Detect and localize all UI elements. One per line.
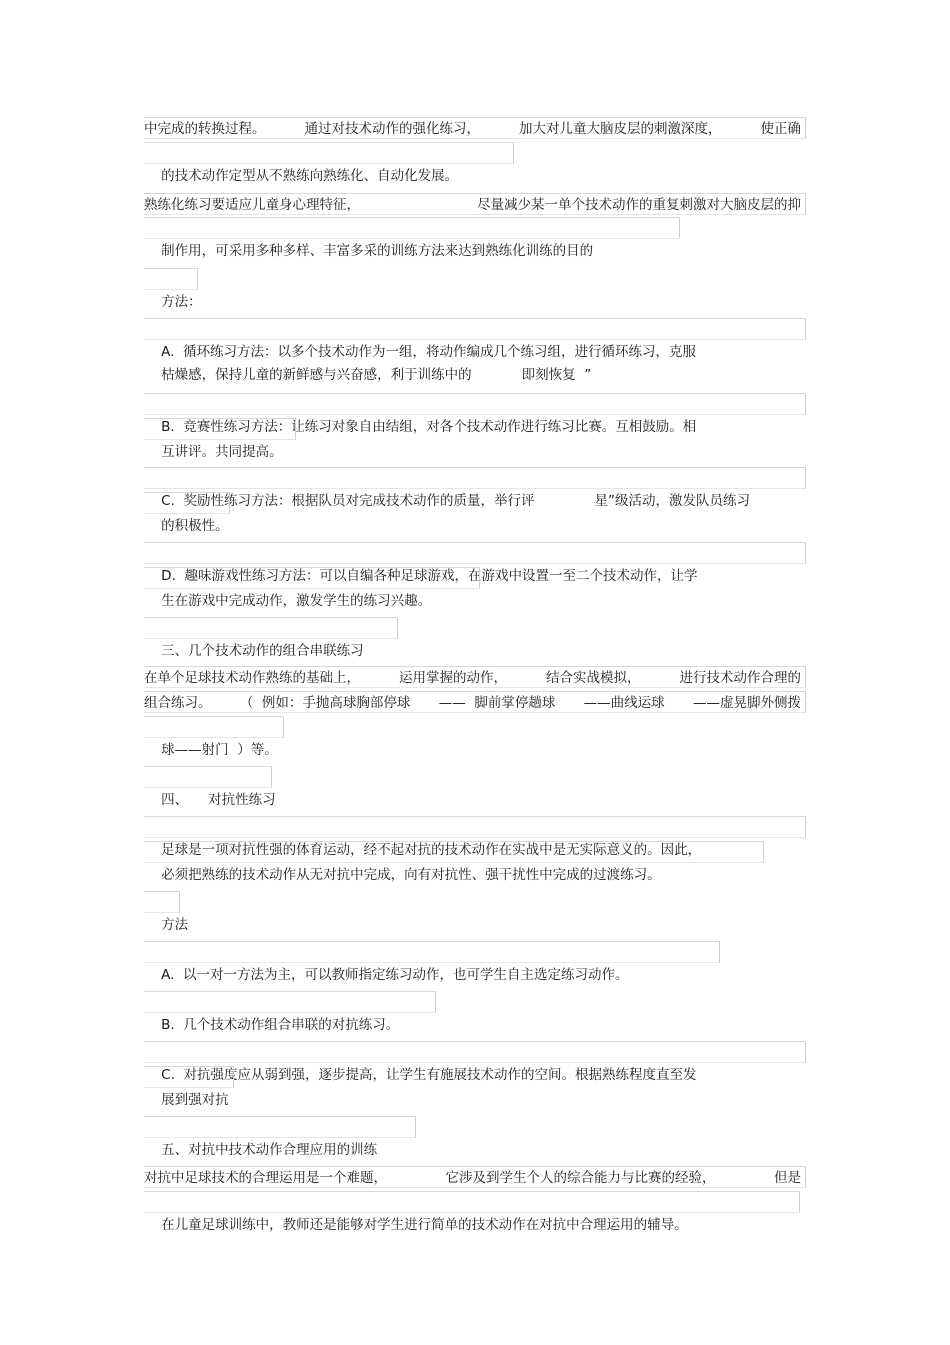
text-segment: 但是	[774, 1170, 801, 1186]
text-segment: 使正确	[760, 121, 801, 137]
text-segment: ——曲线运球	[583, 695, 665, 711]
text-line	[144, 318, 806, 360]
text-segment: —— 脚前掌停趟球	[438, 695, 556, 711]
text-line	[144, 691, 806, 713]
text-segment: （ 例如：手抛高球胸部停球	[239, 695, 411, 711]
text-line	[144, 841, 764, 883]
text-segment: 通过对技术动作的强化练习，	[304, 121, 480, 137]
text-segment: 在儿童足球训练中，教师还是能够对学生进行简单的技术动作在对抗中合理运用的辅导。	[161, 1217, 688, 1233]
text-segment: 方法	[161, 917, 189, 933]
text-segment: D. 趣味游戏性练习方法：可以自编各种足球游戏，在游戏中设置一至二个技术动作，让学	[161, 568, 698, 584]
text-line	[144, 941, 720, 983]
text-segment: C. 奖励性练习方法：根据队员对完成技术动作的质量，举行评	[161, 493, 535, 509]
text-line	[144, 418, 296, 460]
text-segment: 对抗性练习	[208, 792, 276, 808]
text-segment: 展到强对抗	[161, 1092, 229, 1108]
text-segment: 方法：	[161, 294, 202, 310]
text-segment: C. 对抗强度应从弱到强，逐步提高，让学生有施展技术动作的空间。根据熟练程度直至发	[161, 1067, 697, 1083]
text-segment: 球——射门 ）等。	[161, 742, 278, 758]
text-line	[144, 117, 806, 139]
section-heading	[144, 1116, 416, 1158]
text-segment: A. 循环练习方法：以多个技术动作为一组，将动作编成几个练习组，进行循环练习，克服	[161, 344, 697, 360]
text-segment: 枯燥感，保持儿童的新鲜感与兴奋感，利于训练中的	[161, 367, 472, 383]
text-line	[144, 991, 436, 1033]
text-segment: 足球是一项对抗性强的体育运动，经不起对抗的技术动作在实战中是无实际意义的。因此，	[161, 842, 702, 858]
text-segment: 中完成的转换过程。	[144, 121, 266, 137]
text-segment: 进行技术动作合理的	[679, 670, 801, 686]
text-segment: B. 竞赛性练习方法：让练习对象自由结组，对各个技术动作进行练习比赛。互相鼓励。相	[161, 419, 697, 435]
text-line	[144, 1041, 806, 1083]
text-segment: 运用掌握的动作，	[399, 670, 507, 686]
text-segment: 的积极性。	[161, 518, 229, 534]
text-line	[144, 467, 806, 509]
text-segment: 结合实战模拟，	[546, 670, 641, 686]
text-line	[144, 816, 806, 858]
text-line	[144, 666, 806, 688]
text-segment: 五、对抗中技术动作合理应用的训练	[161, 1142, 378, 1158]
text-line	[144, 393, 806, 435]
text-segment: 尽量减少某一单个技术动作的重复刺激对大脑皮层的抑	[477, 197, 801, 213]
text-segment: 对抗中足球技术的合理运用是一个难题，	[144, 1170, 387, 1186]
section-heading	[144, 617, 398, 659]
text-segment: 三、几个技术动作的组合串联练习	[161, 643, 364, 659]
text-line	[144, 142, 514, 184]
text-segment: 四、	[161, 792, 189, 808]
text-segment: 它涉及到学生个人的综合能力与比赛的经验，	[445, 1170, 716, 1186]
section-heading	[144, 766, 276, 808]
section-label	[144, 268, 202, 310]
text-line	[144, 193, 806, 215]
text-segment: 即刻恢复 ”	[521, 367, 592, 383]
text-segment: B. 几个技术动作组合串联的对抗练习。	[161, 1017, 400, 1033]
section-label	[144, 891, 189, 933]
text-segment: 熟练化练习要适应儿童身心理特征，	[144, 197, 360, 213]
text-line	[144, 542, 806, 584]
text-segment: 组合练习。	[144, 695, 212, 711]
text-segment: 加大对儿童大脑皮层的刺激深度，	[519, 121, 722, 137]
text-line	[144, 567, 480, 609]
text-segment: 的技术动作定型从不熟练向熟练化、自动化发展。	[161, 168, 459, 184]
text-segment: 互讲评。共同提高。	[161, 444, 283, 460]
text-line	[144, 492, 230, 534]
text-line	[144, 1166, 806, 1188]
text-line	[144, 342, 612, 383]
text-segment: 星”级活动，激发队员练习	[594, 493, 750, 509]
text-line	[144, 716, 284, 758]
text-line	[144, 1066, 234, 1108]
text-segment: 制作用，可采用多种多样、丰富多采的训练方法来达到熟练化训练的目的	[161, 243, 594, 259]
text-segment: 生在游戏中完成动作，激发学生的练习兴趣。	[161, 593, 432, 609]
text-line	[144, 1191, 800, 1233]
text-segment: 在单个足球技术动作熟练的基础上，	[144, 670, 360, 686]
text-segment: ——虚晃脚外侧拨	[693, 695, 801, 711]
text-line	[144, 217, 680, 259]
text-segment: A. 以一对一方法为主，可以教师指定练习动作，也可学生自主选定练习动作。	[161, 967, 629, 983]
text-segment: 必须把熟练的技术动作从无对抗中完成，向有对抗性、强干扰性中完成的过渡练习。	[161, 867, 661, 883]
